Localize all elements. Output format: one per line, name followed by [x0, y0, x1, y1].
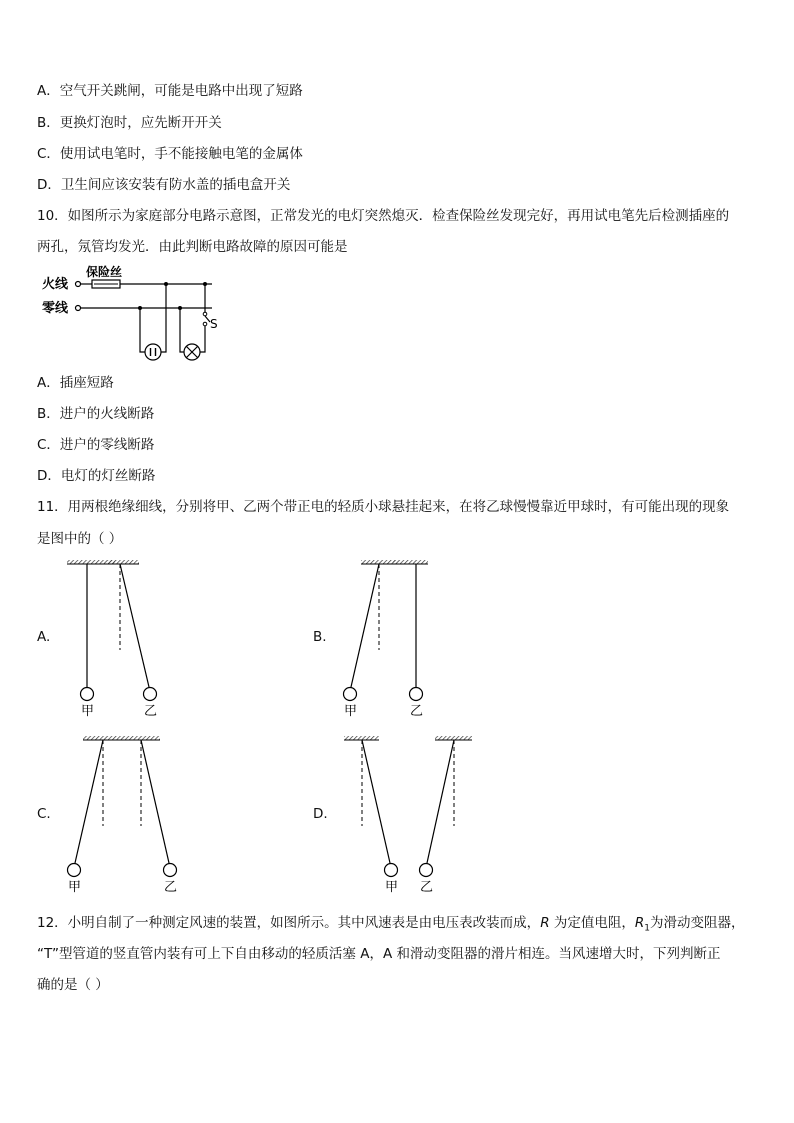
- ball-jia-label: 甲: [68, 880, 82, 895]
- q10-option-c: C．进户的零线断路: [37, 437, 155, 453]
- q11-option-c-figure: [60, 728, 190, 898]
- q11-option-c-label: C.: [37, 806, 51, 822]
- ball-jia-label: 甲: [385, 880, 399, 895]
- q9-option-a: A．空气开关跳闸，可能是电路中出现了短路: [37, 83, 303, 99]
- live-wire-label: 火线: [42, 277, 69, 292]
- q12-stem-line3: 确的是（ ）: [37, 977, 109, 993]
- neutral-wire-label: 零线: [42, 301, 69, 316]
- q11-option-a-figure: [60, 552, 170, 722]
- q10-stem-line1: 10．如图所示为家庭部分电路示意图，正常发光的电灯突然熄灭．检查保险丝发现完好，再用试电笔先后检测插座的: [37, 208, 730, 224]
- q11-option-b-label: B.: [313, 629, 327, 645]
- q9-option-d: D．卫生间应该安装有防水盖的插电盒开关: [37, 177, 291, 193]
- q11-option-b-figure: [335, 552, 445, 722]
- q10-option-b: B．进户的火线断路: [37, 406, 155, 422]
- q11-option-a-label: A.: [37, 629, 51, 645]
- q11-option-d-label: D.: [313, 806, 328, 822]
- switch-label: S: [210, 317, 218, 331]
- fuse-label: 保险丝: [86, 265, 123, 279]
- ball-yi-label: 乙: [164, 880, 178, 895]
- q10-stem-line2: 两孔，氖管均发光．由此判断电路故障的原因可能是: [37, 239, 348, 255]
- ball-jia-label: 甲: [344, 704, 358, 719]
- lamp-icon: [184, 344, 200, 360]
- ball-yi-label: 乙: [410, 704, 424, 719]
- ball-jia-label: 甲: [81, 704, 95, 719]
- q12-stem-line1: 12．小明自制了一种测定风速的装置，如图所示。其中风速表是由电压表改装而成，R 为定值电阻，$R_1$为滑动变阻器，: [37, 915, 745, 934]
- q10-option-a: A．插座短路: [37, 375, 114, 391]
- q11-stem-line2: 是图中的（ ）: [37, 531, 123, 547]
- q10-option-d: D．电灯的灯丝断路: [37, 468, 156, 484]
- socket-icon: [145, 344, 161, 360]
- ball-yi-label: 乙: [420, 880, 434, 895]
- ball-yi-label: 乙: [144, 704, 158, 719]
- q11-stem-line1: 11．用两根绝缘细线，分别将甲、乙两个带正电的轻质小球悬挂起来，在将乙球慢慢靠近甲球时，有可能出现的现象: [37, 499, 730, 515]
- switch-icon: [203, 284, 210, 326]
- q9-option-c: C．使用试电笔时，手不能接触电笔的金属体: [37, 146, 303, 162]
- q11-option-d-figure: [335, 728, 485, 898]
- q10-circuit-diagram: [40, 262, 230, 364]
- q9-option-b: B．更换灯泡时，应先断开开关: [37, 115, 222, 131]
- q12-stem-line2: “T”型管道的竖直管内装有可上下自由移动的轻质活塞 A，A 和滑动变阻器的滑片相连。当风速增大时，下列判断正: [37, 946, 721, 962]
